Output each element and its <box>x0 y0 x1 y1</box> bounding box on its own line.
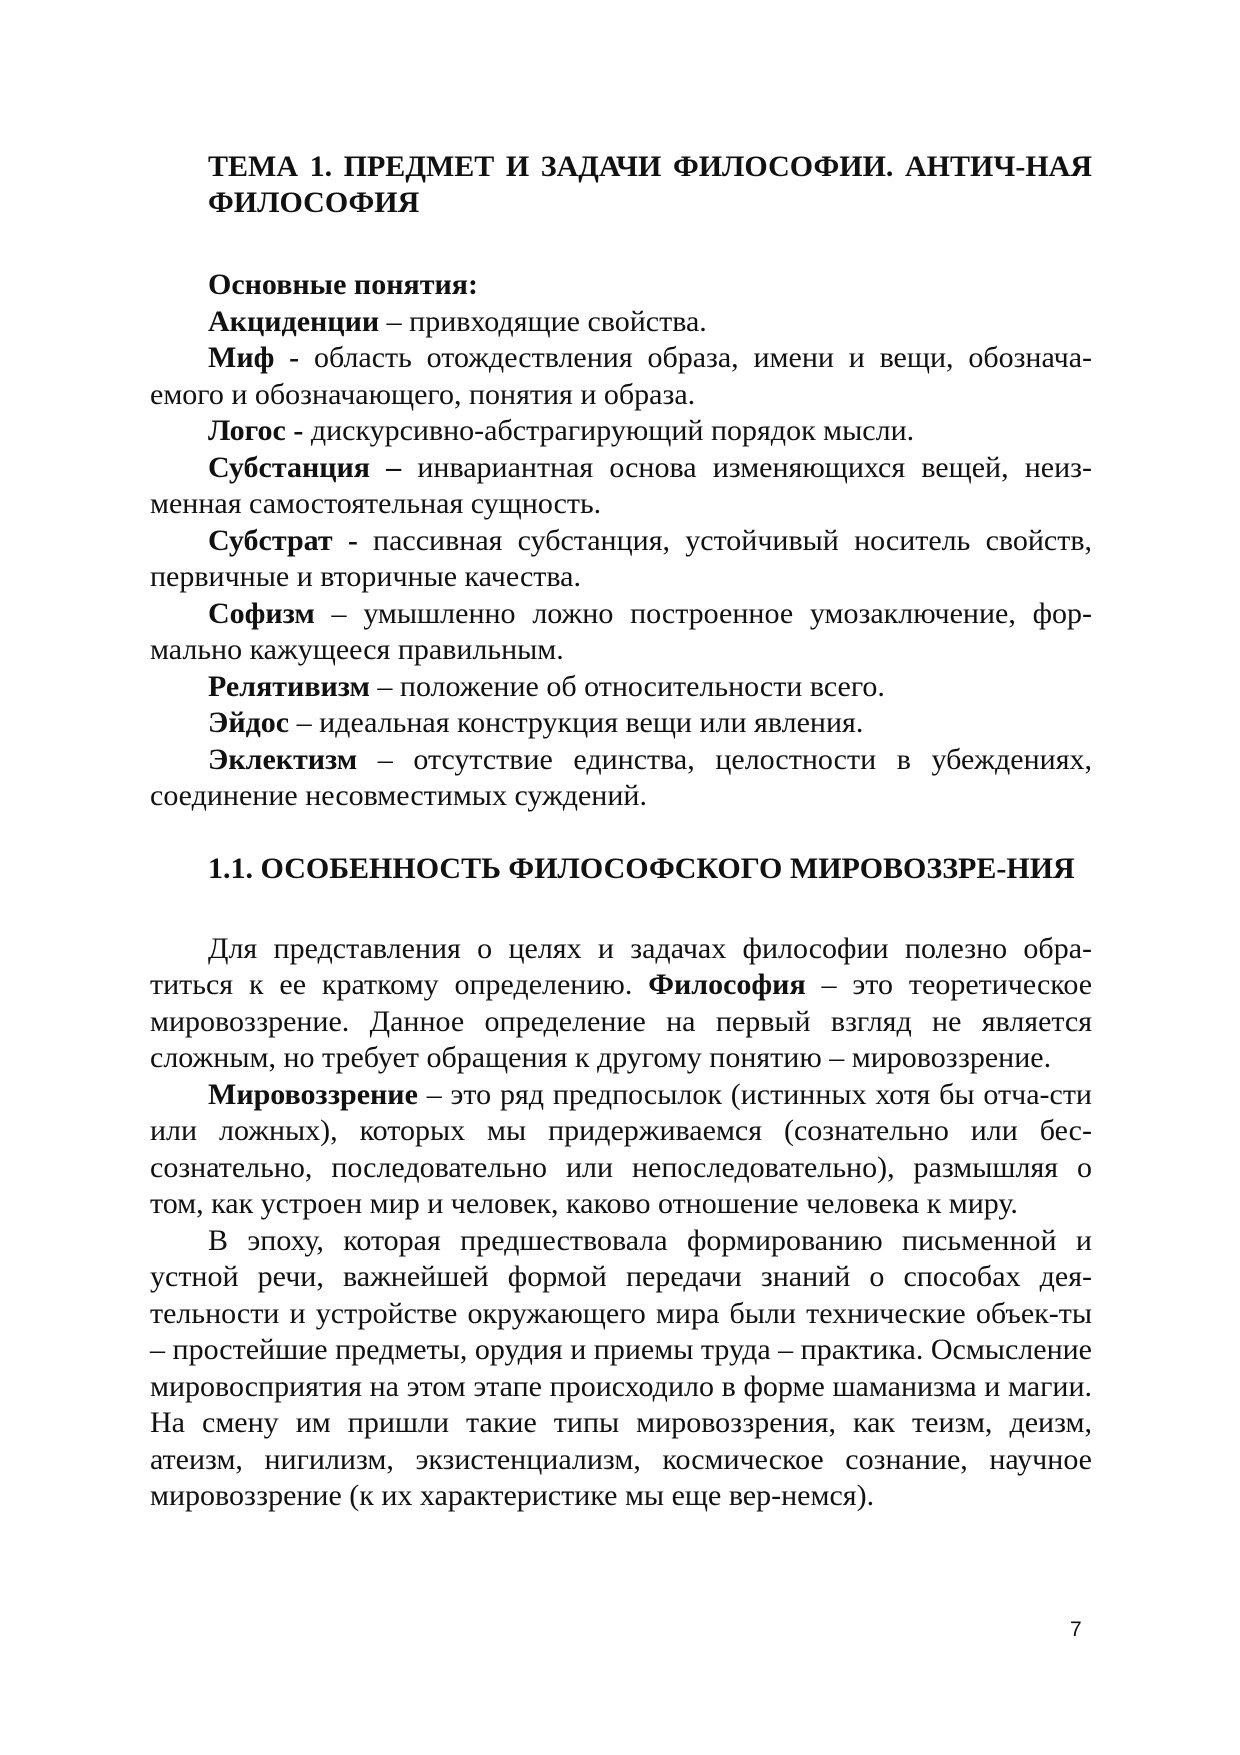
definition-separator: – <box>379 304 410 338</box>
concepts-label: Основные понятия: <box>208 268 478 301</box>
paragraph-text: – это теоретическое мировоззрение. Данное определение на первый взгляд не является сложным, но требует обращения к другому понятию – мировоззрение. <box>150 968 1093 1074</box>
definition-item <box>150 304 1092 341</box>
definition-term: Миф <box>208 341 275 374</box>
definition-item <box>150 596 1092 669</box>
definition-separator: – <box>289 706 320 739</box>
definition-term: Эйдос <box>208 706 290 739</box>
definition-term: Эклектизм <box>208 742 358 776</box>
topic-heading: ТЕМА 1. ПРЕДМЕТ И ЗАДАЧИ ФИЛОСОФИИ. АНТИЧ-НАЯ ФИЛОСОФИЯ <box>208 150 1092 219</box>
definition-item <box>150 450 1092 523</box>
definition-separator: - <box>285 414 311 447</box>
definition-text: дискурсивно-абстрагирующий порядок мысли. <box>310 414 915 447</box>
definition-term: Софизм <box>208 596 315 630</box>
definition-term: Релятивизм <box>208 669 370 703</box>
definition-term: Акциденции <box>208 304 380 338</box>
body-paragraph <box>150 931 1092 1077</box>
definition-item <box>150 340 1092 413</box>
definition-item <box>150 742 1092 815</box>
paragraph-term: Философия <box>648 968 806 1001</box>
paragraph-text: Для представления о целях и задачах философии полезно обра-титься к ее краткому определению. <box>150 931 1092 1001</box>
definition-separator: - <box>332 523 374 557</box>
definition-text: пассивная субстанция, устойчивый носитель свойств, первичные и вторичные качества. <box>150 523 1092 593</box>
paragraph-text: – это ряд предпосылок (истинных хотя бы отча-сти или ложных), которых мы придерживаемся (сознательно или бес-сознательно, последовательно или непоследовательно), размышляя о том, как устроен мир и человек, каково отношение человека к миру. <box>150 1077 1092 1220</box>
section-heading: 1.1. ОСОБЕННОСТЬ ФИЛОСОФСКОГО МИРОВОЗЗРЕ-НИЯ <box>208 851 1075 885</box>
definition-text: область отождествления образа, имени и вещи, обознача-емого и обозначающего, понятия и образа. <box>150 341 1092 411</box>
definition-term: Субстанция <box>208 450 371 484</box>
definition-separator: - <box>274 341 314 374</box>
body-paragraph: В эпоху, которая предшествовала формированию письменной и устной речи, важнейшей формой передачи знаний о способах дея-тельности и устройстве окружающего мира были технические объек-ты – простейшие предметы, орудия и приемы труда – практика. Осмысление мировосприятия на этом этапе происходило в форме шаманизма и магии. На смену им пришли такие типы мировоззрения, как теизм, деизм, атеизм, нигилизм, экзистенциализм, космическое сознание, научное мировоззрение (к их характеристике мы еще вер-немся). <box>150 1223 1092 1512</box>
definition-separator: – <box>369 669 400 703</box>
definition-text: положение об относительности всего. <box>399 669 885 703</box>
definition-separator: – <box>370 450 418 484</box>
definition-term: Логос <box>208 414 286 447</box>
page-content <box>150 149 1092 1515</box>
definition-text: умышленно ложно построенное умозаключение, фор-мально кажущееся правильным. <box>150 596 1093 666</box>
definition-item <box>150 705 1092 742</box>
definition-term: Субстрат <box>208 523 333 557</box>
definition-item <box>150 413 1092 450</box>
definition-item <box>150 669 1092 706</box>
definition-separator: – <box>314 596 364 630</box>
definition-separator: – <box>357 742 414 776</box>
definition-item <box>150 523 1092 596</box>
definition-text: инвариантная основа изменяющихся вещей, неиз-менная самостоятельная сущность. <box>150 450 1093 520</box>
definition-text: идеальная конструкция вещи или явления. <box>319 706 864 739</box>
page-number: 7 <box>1070 1618 1082 1641</box>
definition-text: отсутствие единства, целостности в убеждениях, соединение несовместимых суждений. <box>150 742 1092 812</box>
definition-text: привходящие свойства. <box>409 304 707 338</box>
body-paragraph <box>150 1077 1092 1223</box>
paragraph-term: Мировоззрение <box>208 1077 418 1111</box>
